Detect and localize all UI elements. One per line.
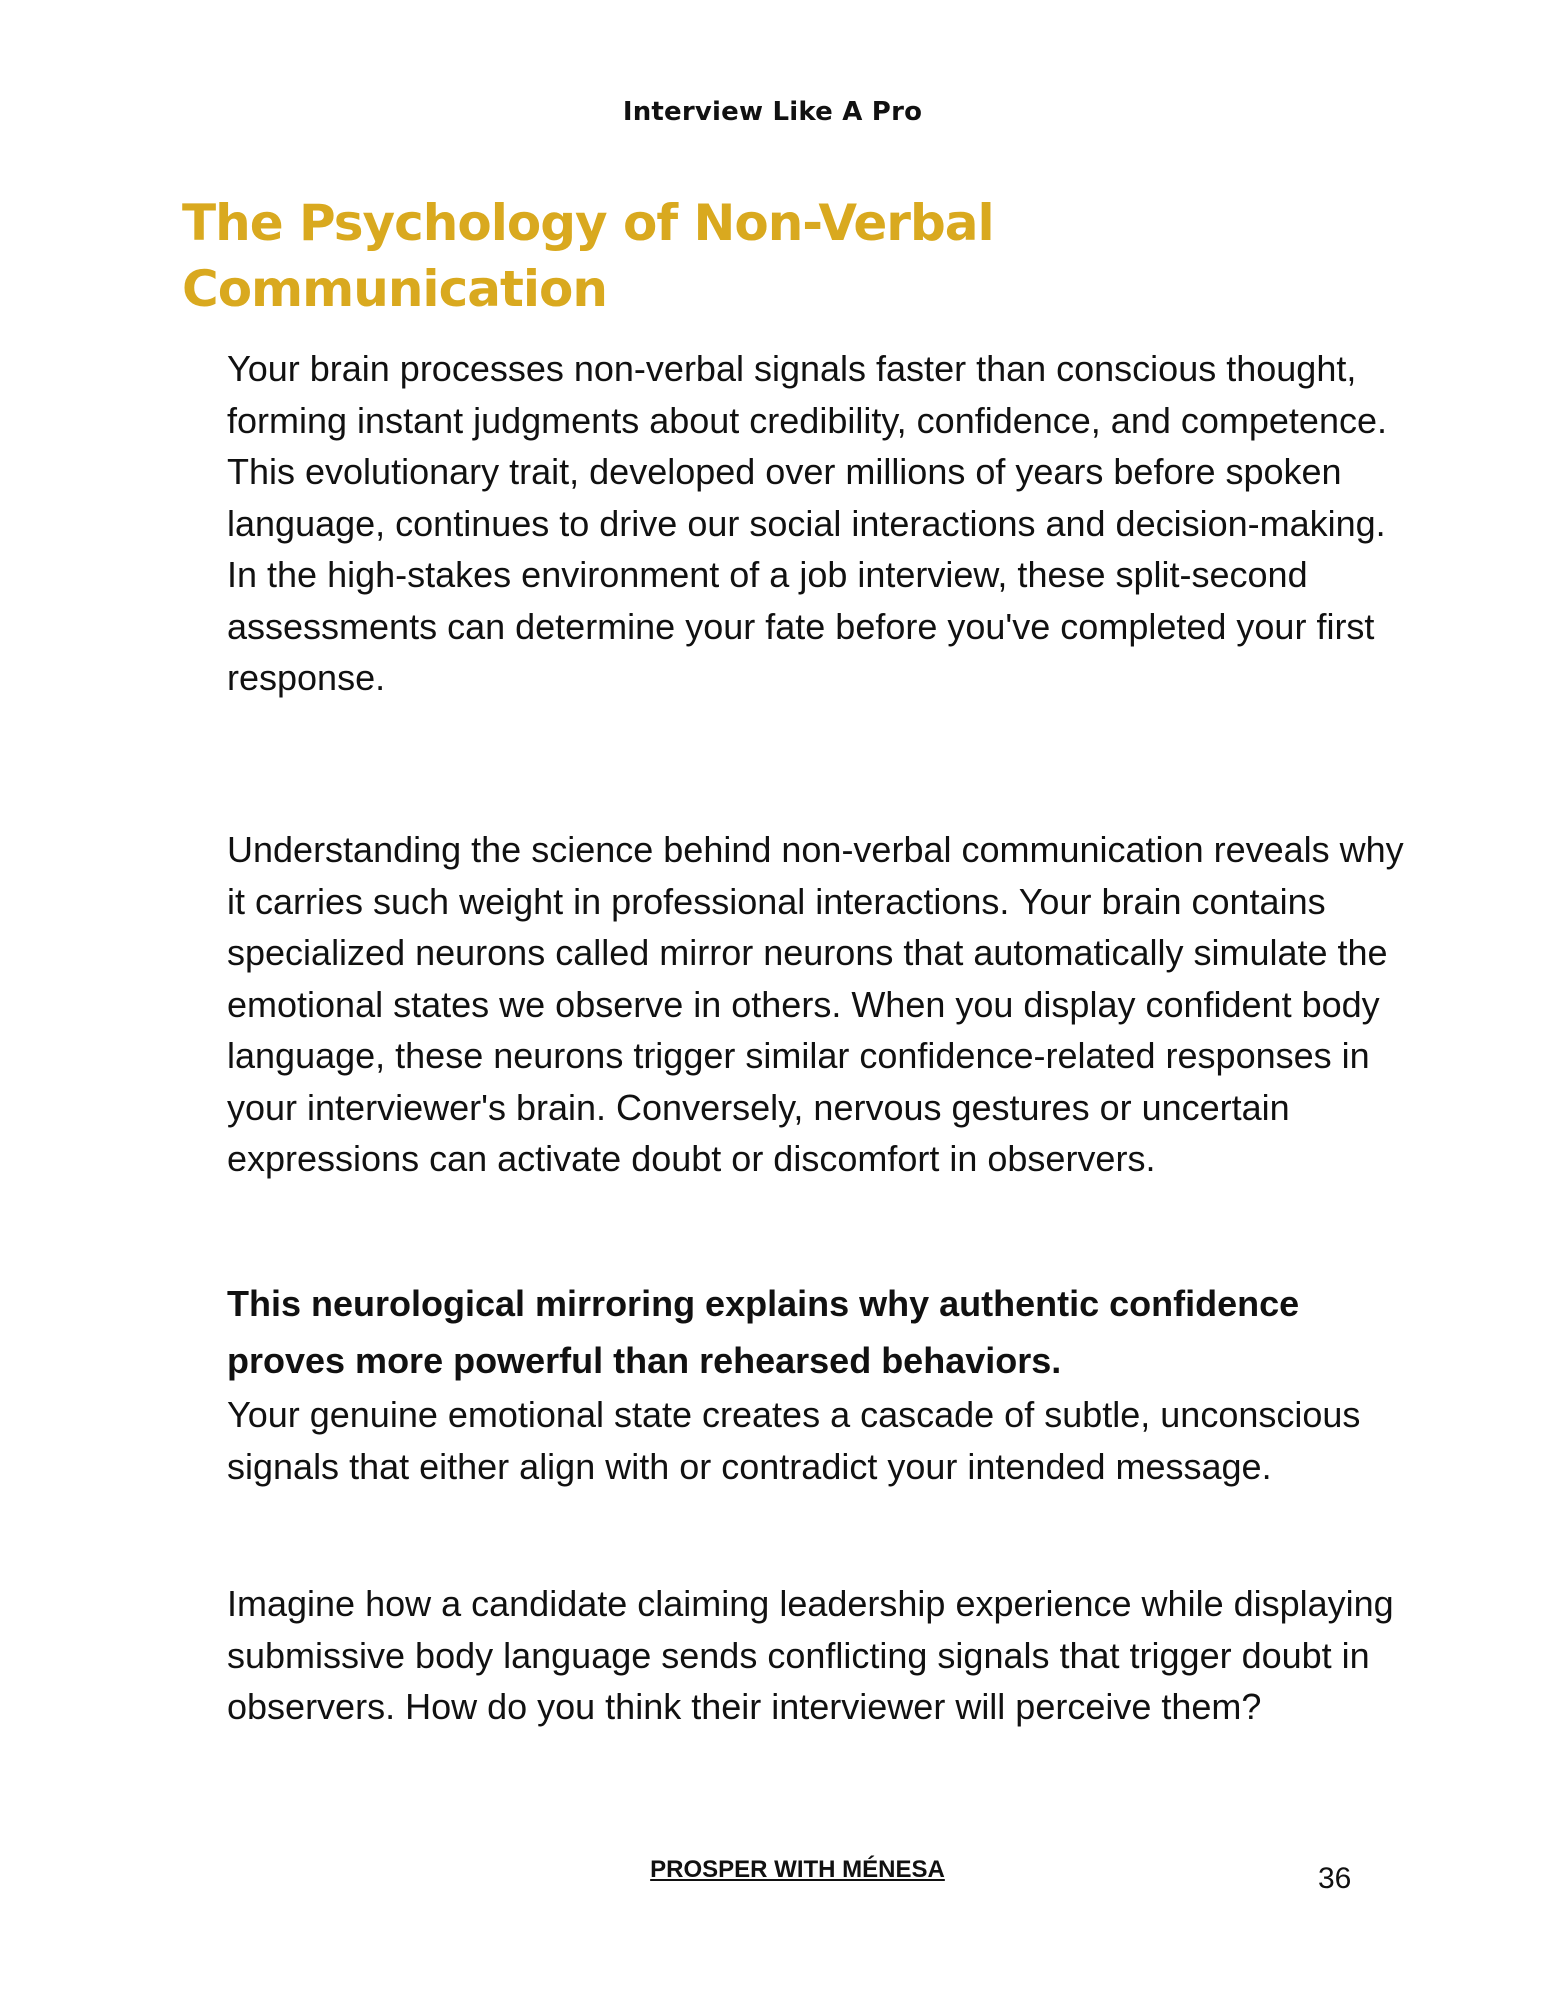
- paragraph-intro: Your brain processes non-verbal signals faster than conscious thought, forming instant judgments about credibility, confidence, and competence. This evolutionary trait, developed over millions of years before spoken language, continues to drive our social interactions and decision-making. In the high-stakes environment of a job interview, these split-second assessments can determine your fate before you've completed your first response.: [227, 348, 1387, 698]
- page-number: 36: [1318, 1862, 1352, 1895]
- bold-lead-sentence: This neurological mirroring explains why authentic confidence proves more powerful than rehearsed behaviors.: [227, 1283, 1300, 1381]
- paragraph-closing: Imagine how a candidate claiming leadership experience while displaying submissive body language sends conflicting signals that trigger doubt in observers. How do you think their interviewer will perceive them?: [227, 1583, 1394, 1727]
- paragraph-mirroring-rest: Your genuine emotional state creates a cascade of subtle, unconscious signals that either align with or contradict your intended message.: [227, 1394, 1361, 1487]
- paragraph-mirroring: [227, 1275, 1407, 1492]
- page-title: The Psychology of Non-Verbal Communication: [182, 194, 994, 318]
- running-header: Interview Like A Pro: [622, 97, 923, 127]
- footer-brand: PROSPER WITH MÉNESA: [650, 1856, 945, 1883]
- paragraph-science: Understanding the science behind non-verbal communication reveals why it carries such weight in professional interactions. Your brain contains specialized neurons called mirror neurons that automatically simulate the emotional states we observe in others. When you display confident body language, these neurons trigger similar confidence-related responses in your interviewer's brain. Conversely, nervous gestures or uncertain expressions can activate doubt or discomfort in observers.: [227, 829, 1404, 1179]
